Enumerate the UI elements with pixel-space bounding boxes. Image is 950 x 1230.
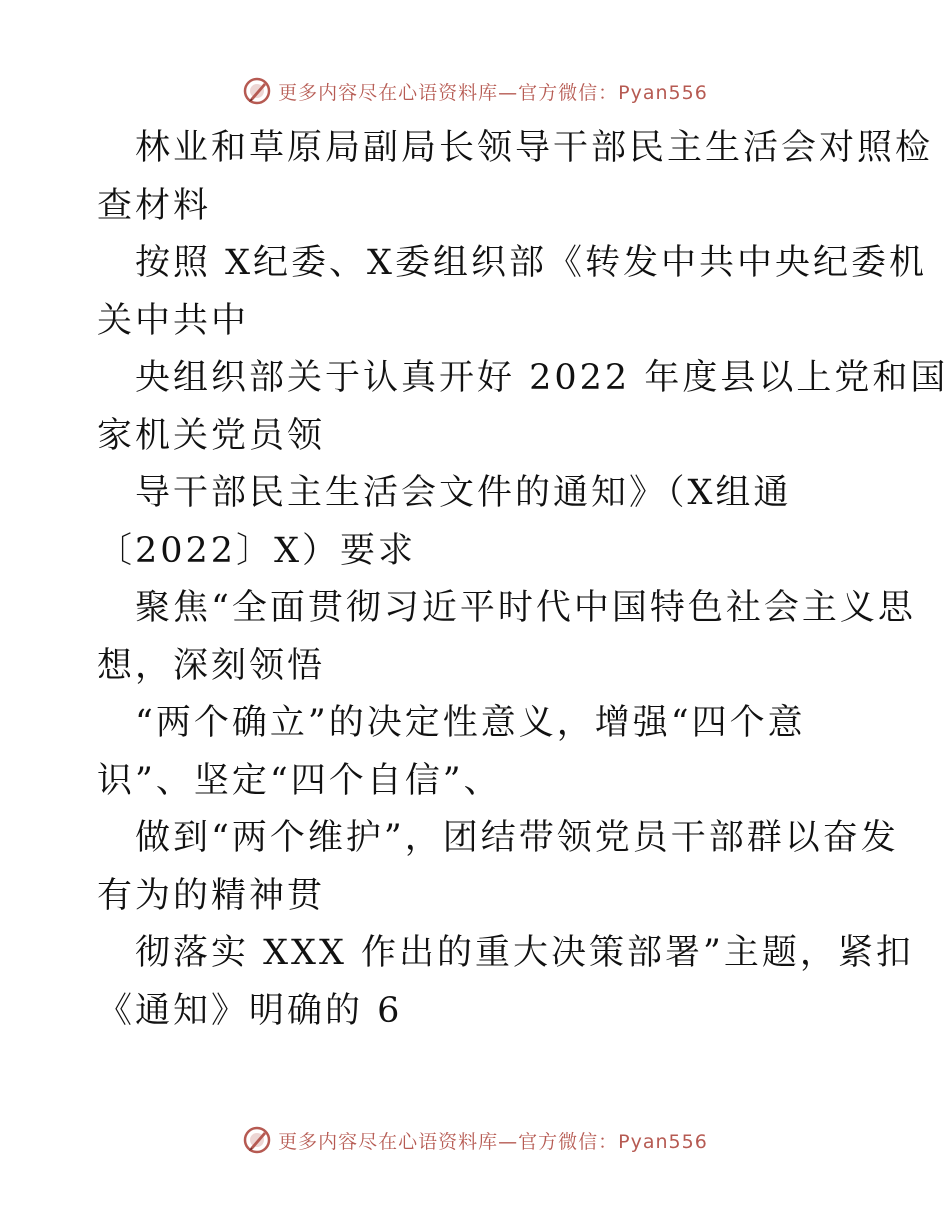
text-line: 彻落实 XXX 作出的重大决策部署”主题，紧扣 (135, 933, 914, 973)
text-line: 按照 X纪委、X委组织部《转发中共中央纪委机 (135, 243, 927, 283)
document-body (97, 120, 949, 1040)
text-line: 做到“两个维护”，团结带领党员干部群以奋发 (135, 818, 899, 858)
text-line: “两个确立”的决定性意义，增强“四个意 (135, 703, 806, 743)
text-line: 《通知》明确的 6 (97, 990, 403, 1031)
pen-seal-icon (242, 76, 272, 106)
text-line: 识”、坚定“四个自信”、 (97, 760, 502, 801)
pen-seal-icon (242, 1125, 272, 1155)
text-line: 家机关党员领 (97, 415, 326, 456)
text-line: 导干部民主生活会文件的通知》（X组通 (135, 473, 792, 513)
text-line: 想，深刻领悟 (97, 645, 326, 686)
text-line: 查材料 (97, 185, 212, 226)
text-line: 有为的精神贯 (97, 875, 326, 916)
footer-watermark (0, 1120, 950, 1160)
text-line: 聚焦“全面贯彻习近平时代中国特色社会主义思 (135, 588, 916, 628)
watermark-text: 更多内容尽在心语资料库—官方微信：Pyan556 (278, 1130, 708, 1153)
text-line: 林业和草原局副局长领导干部民主生活会对照检 (135, 128, 934, 168)
text-line: 关中共中 (97, 300, 250, 341)
text-line: 央组织部关于认真开好 2022 年度县以上党和国 (135, 358, 949, 398)
watermark-text: 更多内容尽在心语资料库—官方微信：Pyan556 (278, 81, 708, 104)
header-watermark (0, 71, 950, 111)
text-line: 〔2022〕X）要求 (97, 530, 416, 571)
